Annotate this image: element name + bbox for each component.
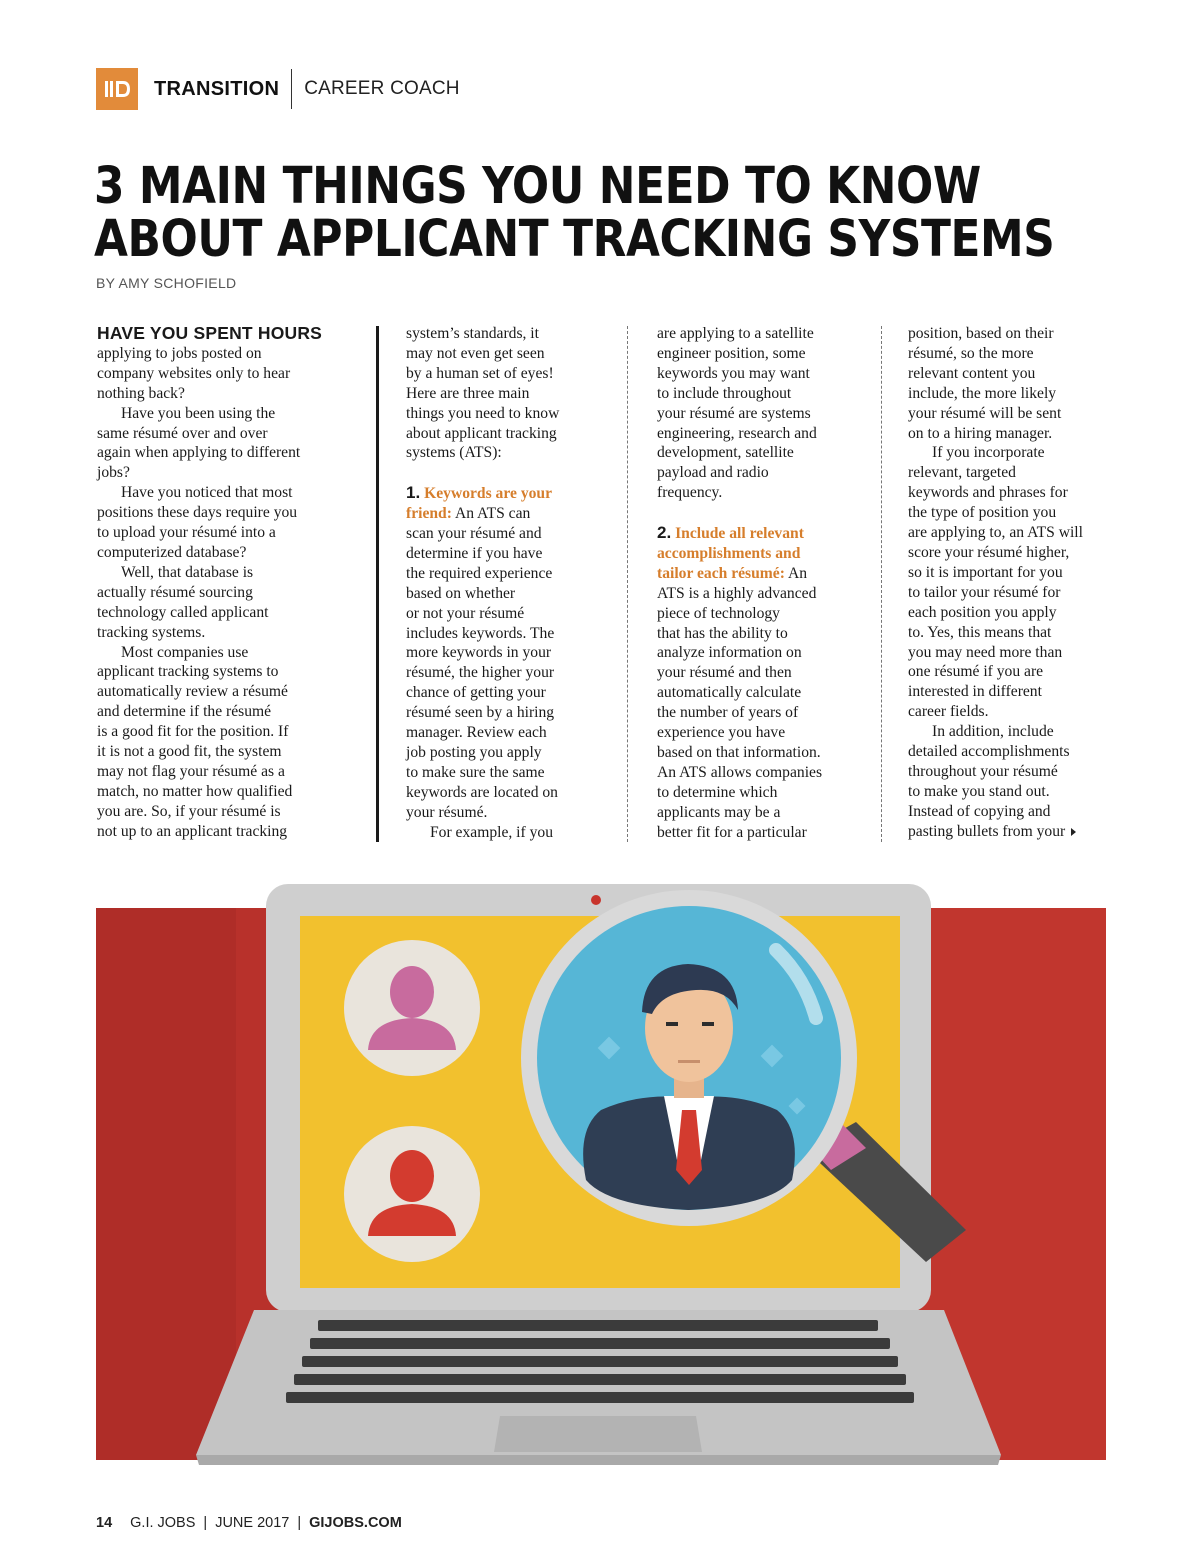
text-line: again when applying to different — [97, 444, 301, 462]
text-line: job posting you apply — [406, 744, 542, 762]
text-line: automatically calculate — [657, 684, 802, 702]
magazine-logo-icon — [96, 68, 138, 110]
text-line: the required experience — [406, 564, 553, 582]
text-line: positions these days require you — [97, 504, 298, 522]
text-line: keywords are located on — [406, 783, 558, 801]
text-line: more keywords in your — [406, 644, 552, 662]
paragraph-gap — [657, 503, 872, 523]
text-line: is a good fit for the position. If — [97, 723, 289, 741]
text-line: throughout your résumé — [908, 762, 1058, 780]
text-line: each position you apply — [908, 603, 1057, 621]
text-line: relevant, targeted — [908, 464, 1016, 482]
text-line: same résumé over and over — [97, 424, 268, 442]
text-line: payload and radio — [657, 464, 769, 482]
text-line: to tailor your résumé for — [908, 583, 1061, 601]
point-1-heading-b: friend: — [406, 505, 452, 523]
text-line: résumé seen by a hiring — [406, 704, 555, 722]
text-line: applicants may be a — [657, 803, 781, 821]
text-line: to determine which — [657, 783, 778, 801]
text-line: to make you stand out. — [908, 782, 1050, 800]
article-title — [94, 157, 1055, 269]
text-line: one résumé if you are — [908, 663, 1044, 681]
text-line: you are. So, if your résumé is — [97, 802, 281, 820]
text-line: on to a hiring manager. — [908, 424, 1053, 442]
text-line: chance of getting your — [406, 684, 546, 702]
body-column-3 — [657, 324, 872, 843]
text-line: determine if you have — [406, 544, 543, 562]
point-2-heading-b: accomplishments and — [657, 544, 801, 562]
point-2-heading-a: Include all relevant — [675, 525, 804, 543]
text-line: technology called applicant — [97, 603, 269, 621]
text-line: interested in different — [908, 683, 1042, 701]
text-line: manager. Review each — [406, 724, 547, 742]
page-footer — [96, 1515, 402, 1531]
text-line: may not flag your résumé as a — [97, 762, 285, 780]
text-line: are applying to a satellite — [657, 325, 814, 342]
text-line: it is not a good fit, the system — [97, 743, 282, 761]
text-line: applying to jobs posted on — [97, 344, 262, 362]
text-line: match, no matter how qualified — [97, 782, 293, 800]
text-line: better fit for a particular — [657, 823, 807, 841]
text-line: include, the more likely — [908, 384, 1057, 402]
text-line: by a human set of eyes! — [406, 364, 554, 382]
page-number: 14 — [96, 1515, 113, 1531]
text-line: so it is important for you — [908, 563, 1063, 581]
text-line: company websites only to hear — [97, 364, 291, 382]
text-line: position, based on their — [908, 325, 1054, 342]
article-title-line-2: ABOUT APPLICANT TRACKING SYSTEMS — [94, 210, 1055, 269]
magazine-name: G.I. JOBS — [130, 1515, 196, 1531]
column-rule-dashed-1 — [627, 326, 628, 842]
text-line: actually résumé sourcing — [97, 583, 253, 601]
text-line: engineering, research and — [657, 424, 817, 442]
body-column-4 — [908, 324, 1123, 842]
text-line: detailed accomplishments — [908, 743, 1070, 761]
text-line: keywords you may want — [657, 364, 810, 382]
text-line: Most companies use — [121, 643, 249, 661]
text-line: your résumé. — [406, 803, 488, 821]
text-line: scan your résumé and — [406, 525, 542, 543]
point-1-text-start: An ATS can — [454, 505, 531, 523]
point-2-number: 2. — [657, 523, 672, 543]
candidate-avatar-icon — [344, 1126, 480, 1262]
text-line: frequency. — [657, 484, 723, 502]
issue-date: JUNE 2017 — [215, 1515, 290, 1531]
text-line: An ATS allows companies — [657, 763, 823, 781]
footer-separator: | — [297, 1515, 302, 1531]
text-line: engineer position, some — [657, 344, 806, 362]
byline: BY AMY SCHOFIELD — [96, 275, 237, 291]
point-2-heading-line-3 — [657, 564, 872, 584]
lead-in: HAVE YOU SPENT HOURS — [97, 323, 323, 343]
point-1-number: 1. — [406, 483, 421, 503]
text-line: systems (ATS): — [406, 444, 502, 462]
text-line: career fields. — [908, 703, 989, 721]
text-line: based on that information. — [657, 744, 821, 762]
text-line: Well, that database is — [121, 563, 254, 581]
text-line: to make sure the same — [406, 763, 545, 781]
section-title: TRANSITION — [154, 77, 280, 100]
text-line: may not even get seen — [406, 344, 545, 362]
point-2-heading-line-2 — [657, 544, 872, 564]
body-column-2 — [406, 324, 621, 843]
last-text-line — [908, 822, 1123, 842]
text-line: If you incorporate — [932, 444, 1045, 462]
text-line: relevant content you — [908, 364, 1036, 382]
article-title-line-1: 3 MAIN THINGS YOU NEED TO KNOW — [94, 157, 981, 216]
text-line: to include throughout — [657, 384, 792, 402]
text-line: In addition, include — [932, 723, 1054, 741]
text-line: to upload your résumé into a — [97, 524, 276, 542]
point-1-heading-line-1 — [406, 483, 621, 504]
candidate-avatar-icon — [344, 940, 480, 1076]
text-line: applicant tracking systems to — [97, 663, 279, 681]
text-line: not up to an applicant tracking — [97, 822, 288, 840]
text-line: résumé, so the more — [908, 344, 1034, 362]
text-line: includes keywords. The — [406, 624, 555, 642]
text-line: development, satellite — [657, 444, 794, 462]
text-line: score your résumé higher, — [908, 543, 1070, 561]
text-line: your résumé are systems — [657, 404, 811, 422]
point-1-heading-line-2 — [406, 504, 621, 524]
point-1-heading-a: Keywords are your — [424, 485, 553, 503]
text-line: about applicant tracking — [406, 424, 557, 442]
text-line: or not your résumé — [406, 604, 525, 622]
text-line: your résumé and then — [657, 664, 792, 682]
text-line: jobs? — [97, 464, 130, 482]
text-line: your résumé will be sent — [908, 404, 1062, 422]
text-line: Here are three main — [406, 384, 530, 402]
section-subtitle: CAREER COACH — [304, 78, 460, 99]
paragraph-gap — [406, 463, 621, 483]
text-line: piece of technology — [657, 604, 780, 622]
column-rule-dashed-2 — [881, 326, 882, 842]
text-line: keywords and phrases for — [908, 484, 1068, 502]
text-line: the type of position you — [908, 504, 1057, 522]
text-line: ATS is a highly advanced — [657, 584, 817, 602]
laptop-magnifier-illustration — [96, 880, 1106, 1465]
text-line: and determine if the résumé — [97, 703, 272, 721]
column-rule-solid — [376, 326, 379, 842]
text-line: nothing back? — [97, 384, 185, 402]
text-line: are applying to, an ATS will — [908, 524, 1083, 542]
text-line: tracking systems. — [97, 623, 206, 641]
website-link[interactable]: GIJOBS.COM — [309, 1515, 402, 1531]
background-shade-left — [96, 908, 236, 1460]
body-column-1 — [97, 324, 367, 842]
trackpad — [494, 1416, 702, 1452]
text-line: system’s standards, it — [406, 325, 539, 342]
continued-arrow-icon — [1071, 828, 1076, 836]
text-line: analyze information on — [657, 644, 802, 662]
point-2-text-start: An — [787, 564, 807, 582]
text-line: you may need more than — [908, 643, 1063, 661]
text-line: things you need to know — [406, 404, 560, 422]
text-line: computerized database? — [97, 543, 247, 561]
text-line: that has the ability to — [657, 624, 788, 642]
text-line: For example, if you — [430, 823, 553, 841]
text-line: Have you noticed that most — [121, 484, 293, 502]
text-line: automatically review a résumé — [97, 683, 288, 701]
text-line: the number of years of — [657, 704, 799, 722]
text-line: pasting bullets from your — [908, 822, 1066, 840]
text-line: to. Yes, this means that — [908, 623, 1052, 641]
section-header — [96, 68, 460, 110]
text-line: experience you have — [657, 724, 786, 742]
footer-separator: | — [203, 1515, 208, 1531]
text-line: Have you been using the — [121, 404, 276, 422]
point-2-heading-line-1 — [657, 523, 872, 544]
text-line: résumé, the higher your — [406, 664, 555, 682]
text-line: based on whether — [406, 584, 516, 602]
text-line: Instead of copying and — [908, 802, 1051, 820]
point-2-heading-c: tailor each résumé: — [657, 564, 785, 582]
webcam-icon — [591, 895, 601, 905]
header-divider — [291, 69, 292, 109]
